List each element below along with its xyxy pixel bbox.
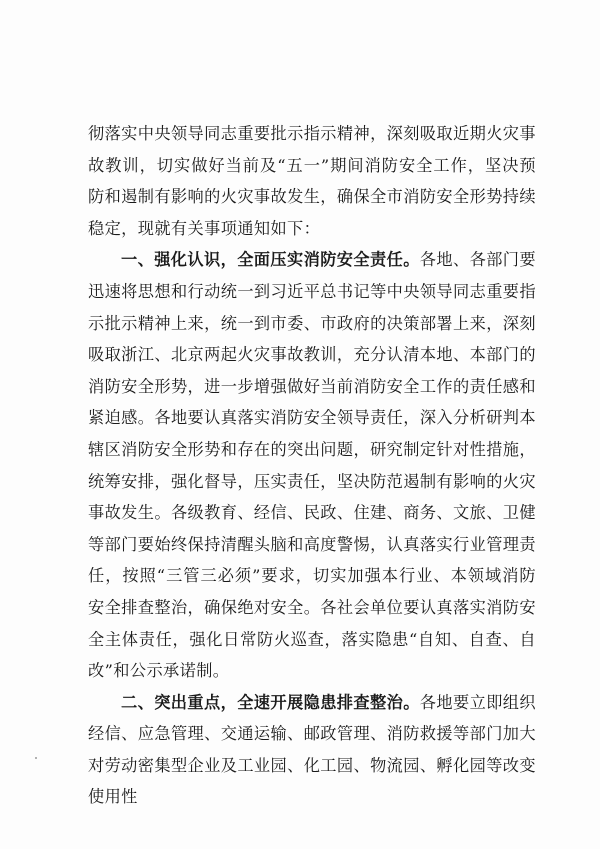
- paragraph-intro: [88, 118, 536, 244]
- paragraph-intro-text: 彻落实中央领导同志重要批示指示精神，深刻吸取近期火灾事故教训，切实做好当前及“五一”期间消防安全工作，坚决预防和遏制有影响的火灾事故发生，确保全市消防安全形势持续稳定，现就有关事项通知如下：: [88, 124, 536, 238]
- section-1-heading: 一、强化认识，全面压实消防安全责任。: [121, 250, 420, 270]
- document-body: [88, 118, 536, 813]
- paragraph-section-2: [88, 687, 536, 813]
- scan-speck: [35, 757, 37, 759]
- section-2-heading: 二、突出重点，全速开展隐患排查整治。: [121, 692, 420, 712]
- section-2-text: 各地要立即组织经信、应急管理、交通运输、邮政管理、消防救援等部门加大对劳动密集型企业及工业园、化工园、物流园、孵化园等改变使用性: [88, 692, 536, 807]
- section-1-text: 各地、各部门要迅速将思想和行动统一到习近平总书记等中央领导同志重要指示批示精神上来，统一到市委、市政府的决策部署上来，深刻吸取浙江、北京两起火灾事故教训，充分认清本地、本部门的消防安全形势，进一步增强做好当前消防安全工作的责任感和紧迫感。各地要认真落实消防安全领导责任，深入分析研判本辖区消防安全形势和存在的突出问题，研究制定针对性措施，统筹安排，强化督导，压实责任，坚决防范遏制有影响的火灾事故发生。各级教育、经信、民政、住建、商务、文旅、卫健等部门要始终保持清醒头脑和高度警惕，认真落实行业管理责任，按照“三管三必须”要求，切实加强本行业、本领域消防安全排查整治，确保绝对安全。各社会单位要认真落实消防安全主体责任，强化日常防火巡查，落实隐患“自知、自查、自改”和公示承诺制。: [88, 250, 536, 681]
- paragraph-section-1: [88, 244, 536, 686]
